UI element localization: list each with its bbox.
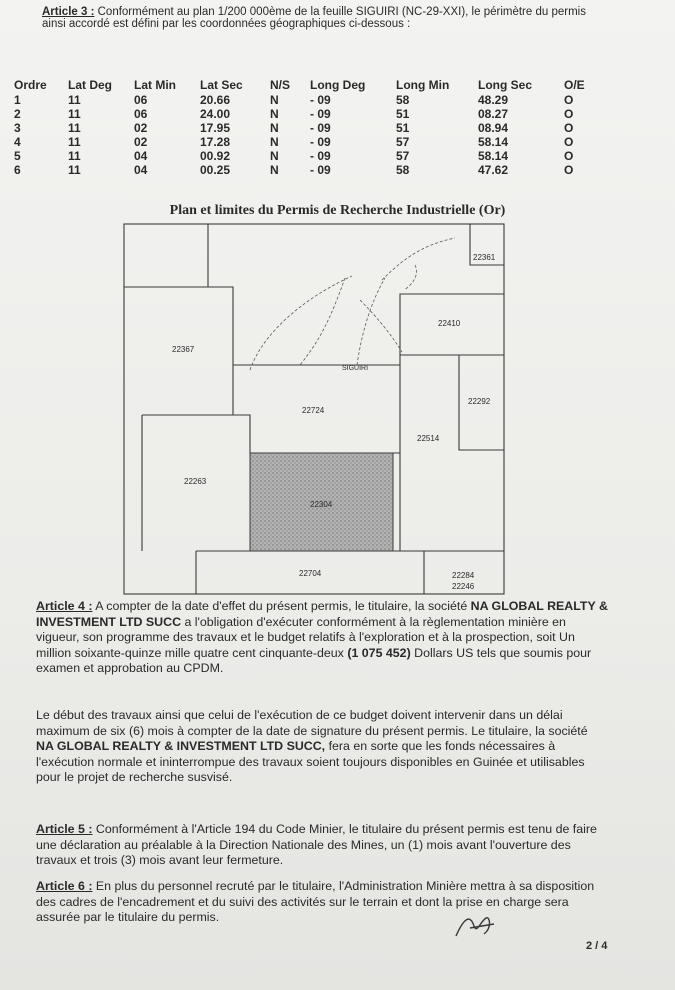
- parcel-label: 22292: [468, 397, 491, 406]
- parcel-label: 22410: [438, 319, 461, 328]
- company-name: NA GLOBAL REALTY & INVESTMENT LTD SUCC,: [36, 739, 326, 754]
- river-line: [360, 300, 402, 352]
- river-line: [382, 238, 455, 280]
- table-cell: 08.27: [478, 107, 509, 121]
- parcel-label: 22704: [299, 569, 322, 578]
- parcel-boundary: [142, 415, 250, 453]
- table-cell: N: [270, 93, 279, 107]
- header-lat-sec: Lat Sec: [200, 78, 243, 92]
- page-number: 2 / 4: [586, 940, 608, 952]
- article-5-paragraph: [36, 822, 608, 869]
- table-cell: 4: [14, 135, 21, 149]
- header-ordre: Ordre: [14, 78, 47, 92]
- budget-amount: (1 075 452): [347, 645, 411, 660]
- table-cell: - 09: [310, 149, 331, 163]
- table-cell: 08.94: [478, 121, 509, 135]
- parcel-label: 22246: [452, 582, 475, 591]
- table-cell: - 09: [310, 93, 331, 107]
- table-row: [14, 107, 602, 121]
- initials-signature: [450, 908, 500, 942]
- table-cell: 20.66: [200, 93, 231, 107]
- table-cell: 11: [68, 121, 81, 135]
- article-4-text-a: A compter de la date d'effet du présent permis, le titulaire, la société: [92, 599, 471, 613]
- table-cell: 17.28: [200, 135, 231, 149]
- table-cell: 6: [14, 163, 21, 177]
- parcel-label: 22514: [417, 434, 440, 443]
- parcel-label: 22284: [452, 571, 475, 580]
- header-oe: O/E: [564, 78, 585, 92]
- parcel-label: 22724: [302, 406, 325, 415]
- article-4-label: Article 4 :: [36, 599, 93, 613]
- article-3-label: Article 3 :: [42, 6, 95, 18]
- table-cell: 51: [396, 107, 410, 121]
- article-4-paragraph: [36, 599, 608, 677]
- coordinates-header-row: [14, 77, 602, 93]
- table-cell: O: [564, 149, 574, 163]
- parcel-boundary: [124, 224, 208, 287]
- article-3-text: Conformément au plan 1/200 000ème de la feuille SIGUIRI (NC-29-XXI), le périmètre du permis ainsi accordé est défini par les coordonnées géographiques ci-dessous :: [42, 6, 586, 30]
- header-long-deg: Long Deg: [310, 78, 366, 92]
- table-cell: 11: [68, 163, 81, 177]
- article-6-paragraph: [36, 879, 608, 926]
- table-cell: N: [270, 163, 279, 177]
- table-cell: O: [564, 135, 574, 149]
- article-4-second-paragraph: [36, 708, 608, 786]
- map-title: Plan et limites du Permis de Recherche Industrielle (Or): [169, 203, 506, 218]
- table-cell: 04: [134, 163, 148, 177]
- article-6-text: En plus du personnel recruté par le titulaire, l'Administration Minière mettra à sa disposition des cadres de l'encadrement et du suivi des activités sur le terrain et dont la prise en charge sera assurée par le titulaire du permis.: [36, 879, 595, 925]
- table-cell: 58.14: [478, 149, 509, 163]
- header-long-sec: Long Sec: [478, 78, 533, 92]
- table-cell: N: [270, 107, 279, 121]
- table-cell: 11: [68, 149, 81, 163]
- article-4-p2-text-a: Le début des travaux ainsi que celui de l'exécution de ce budget doivent intervenir dans un délai maximum de six (6) mois à compter de la date de signature du présent permis. Le titulaire, la société: [36, 708, 588, 738]
- table-cell: 3: [14, 121, 21, 135]
- header-lat-min: Lat Min: [134, 78, 176, 92]
- article-5-text: Conformément à l'Article 194 du Code Minier, le titulaire du présent permis est tenu de faire une déclaration au préalable à la Direction Nationale des Mines, un (1) mois avant l'ouverture des travaux et trois (3) mois avant leur fermeture.: [36, 822, 597, 868]
- table-cell: O: [564, 121, 574, 135]
- table-cell: O: [564, 107, 574, 121]
- table-row: [14, 149, 602, 163]
- table-row: [14, 93, 602, 107]
- article-5-label: Article 5 :: [36, 822, 93, 836]
- table-cell: 11: [68, 93, 81, 107]
- table-cell: 00.92: [200, 149, 231, 163]
- table-cell: N: [270, 149, 279, 163]
- table-cell: 2: [14, 107, 21, 121]
- table-cell: 11: [68, 107, 81, 121]
- table-row: [14, 135, 602, 149]
- header-long-min: Long Min: [396, 78, 450, 92]
- table-cell: 57: [396, 149, 410, 163]
- table-cell: 58.14: [478, 135, 509, 149]
- article-4-text-c: Dollars US tels que soumis pour examen et approbation au CPDM.: [36, 645, 592, 676]
- table-cell: 47.62: [478, 163, 509, 177]
- parcel-label: 22304: [310, 500, 333, 509]
- table-cell: 51: [396, 121, 410, 135]
- table-cell: 02: [134, 135, 148, 149]
- table-cell: N: [270, 121, 279, 135]
- table-cell: 17.95: [200, 121, 231, 135]
- table-cell: 48.29: [478, 93, 509, 107]
- header-ns: N/S: [270, 78, 291, 92]
- article-3-paragraph: [42, 6, 602, 30]
- table-cell: 24.00: [200, 107, 231, 121]
- table-row: [14, 163, 602, 177]
- table-cell: 00.25: [200, 163, 231, 177]
- river-line: [404, 265, 417, 290]
- parcel-label: 22263: [184, 477, 207, 486]
- table-cell: 02: [134, 121, 148, 135]
- table-cell: 06: [134, 107, 148, 121]
- table-cell: O: [564, 163, 574, 177]
- parcel-boundary: [400, 294, 504, 365]
- article-4-p2-text-b: fera en sorte que les fonds nécessaires à l'exécution normale et ininterrompue des travaux soient toujours disponibles en Guinée et utilisables pour le projet de recherche susvisé.: [36, 739, 585, 785]
- coordinates-table: [14, 77, 602, 177]
- table-cell: - 09: [310, 107, 331, 121]
- table-cell: - 09: [310, 135, 331, 149]
- table-cell: O: [564, 93, 574, 107]
- table-cell: 58: [396, 93, 410, 107]
- table-cell: - 09: [310, 163, 331, 177]
- river-line: [250, 276, 352, 370]
- table-cell: 58: [396, 163, 410, 177]
- parcel-label: 22361: [473, 253, 496, 262]
- company-name: NA GLOBAL REALTY & INVESTMENT LTD SUCC: [36, 599, 608, 629]
- town-label: SIGUIRI: [342, 365, 369, 372]
- table-cell: 11: [68, 135, 81, 149]
- article-4-text-b: a l'obligation d'exécuter conformément à la règlementation minière en vigueur, son programme des travaux et le budget relatifs à l'exploration et à la prospection, soit Un million soixante-quinze mille quatre cent cinquante-deux: [36, 614, 575, 660]
- table-cell: 5: [14, 149, 21, 163]
- parcel-label: 22367: [172, 345, 195, 354]
- table-cell: 06: [134, 93, 148, 107]
- river-line: [357, 278, 385, 365]
- table-cell: 1: [14, 93, 21, 107]
- river-line: [300, 278, 345, 365]
- permit-map: [100, 218, 520, 596]
- table-cell: - 09: [310, 121, 331, 135]
- table-cell: 04: [134, 149, 148, 163]
- article-6-label: Article 6 :: [36, 879, 93, 893]
- table-cell: 57: [396, 135, 410, 149]
- table-row: [14, 121, 602, 135]
- header-lat-deg: Lat Deg: [68, 78, 113, 92]
- table-cell: N: [270, 135, 279, 149]
